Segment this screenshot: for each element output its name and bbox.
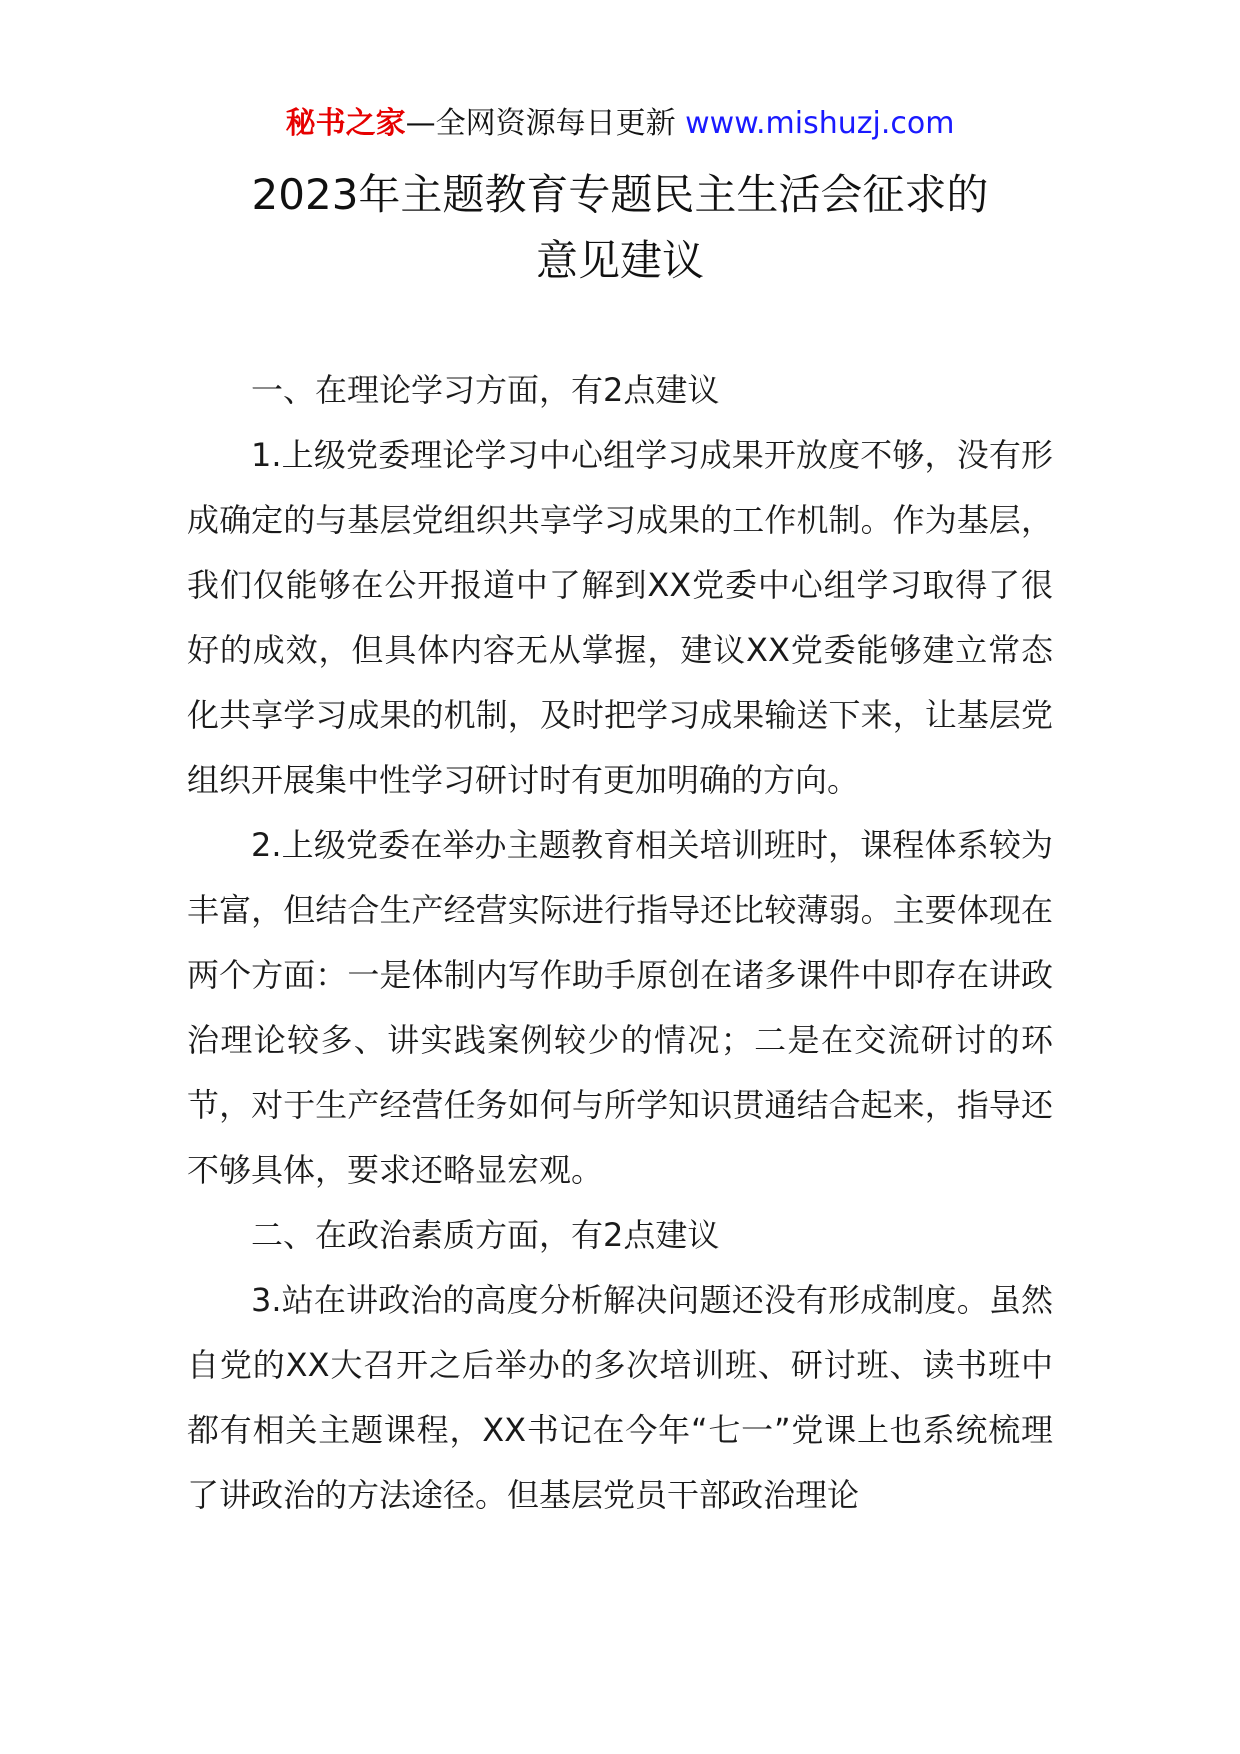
site-banner bbox=[0, 102, 1240, 146]
title-line-1: 2023年主题教育专题民主生活会征求的 bbox=[251, 170, 989, 219]
document-title bbox=[0, 162, 1240, 294]
banner-brand: 秘书之家 bbox=[285, 106, 406, 141]
paragraph-suggestion-3: 3.站在讲政治的高度分析解决问题还没有形成制度。虽然自党的XX大召开之后举办的多次培训班、研讨班、读书班中都有相关主题课程，XX书记在今年“七一”党课上也系统梳理了讲政治的方法途径。但基层党员干部政治理论 bbox=[187, 1281, 1053, 1514]
section-heading-theory: 一、在理论学习方面，有2点建议 bbox=[251, 371, 720, 409]
paragraph-suggestion-2: 2.上级党委在举办主题教育相关培训班时，课程体系较为丰富，但结合生产经营实际进行指导还比较薄弱。主要体现在两个方面：一是体制内写作助手原创在诸多课件中即存在讲政治理论较多、讲实践案例较少的情况；二是在交流研讨的环节，对于生产经营任务如何与所学知识贯通结合起来，指导还不够具体，要求还略显宏观。 bbox=[187, 826, 1053, 1189]
document-body bbox=[187, 358, 1053, 1528]
title-line-2: 意见建议 bbox=[535, 236, 704, 285]
banner-url-link[interactable]: www.mishuzj.com bbox=[685, 106, 955, 141]
paragraph-suggestion-1: 1.上级党委理论学习中心组学习成果开放度不够，没有形成确定的与基层党组织共享学习成果的工作机制。作为基层，我们仅能够在公开报道中了解到XX党委中心组学习取得了很好的成效，但具体内容无从掌握，建议XX党委能够建立常态化共享学习成果的机制，及时把学习成果输送下来，让基层党组织开展集中性学习研讨时有更加明确的方向。 bbox=[187, 436, 1053, 799]
banner-tagline: —全网资源每日更新 bbox=[405, 106, 676, 141]
section-heading-political: 二、在政治素质方面，有2点建议 bbox=[251, 1216, 720, 1254]
